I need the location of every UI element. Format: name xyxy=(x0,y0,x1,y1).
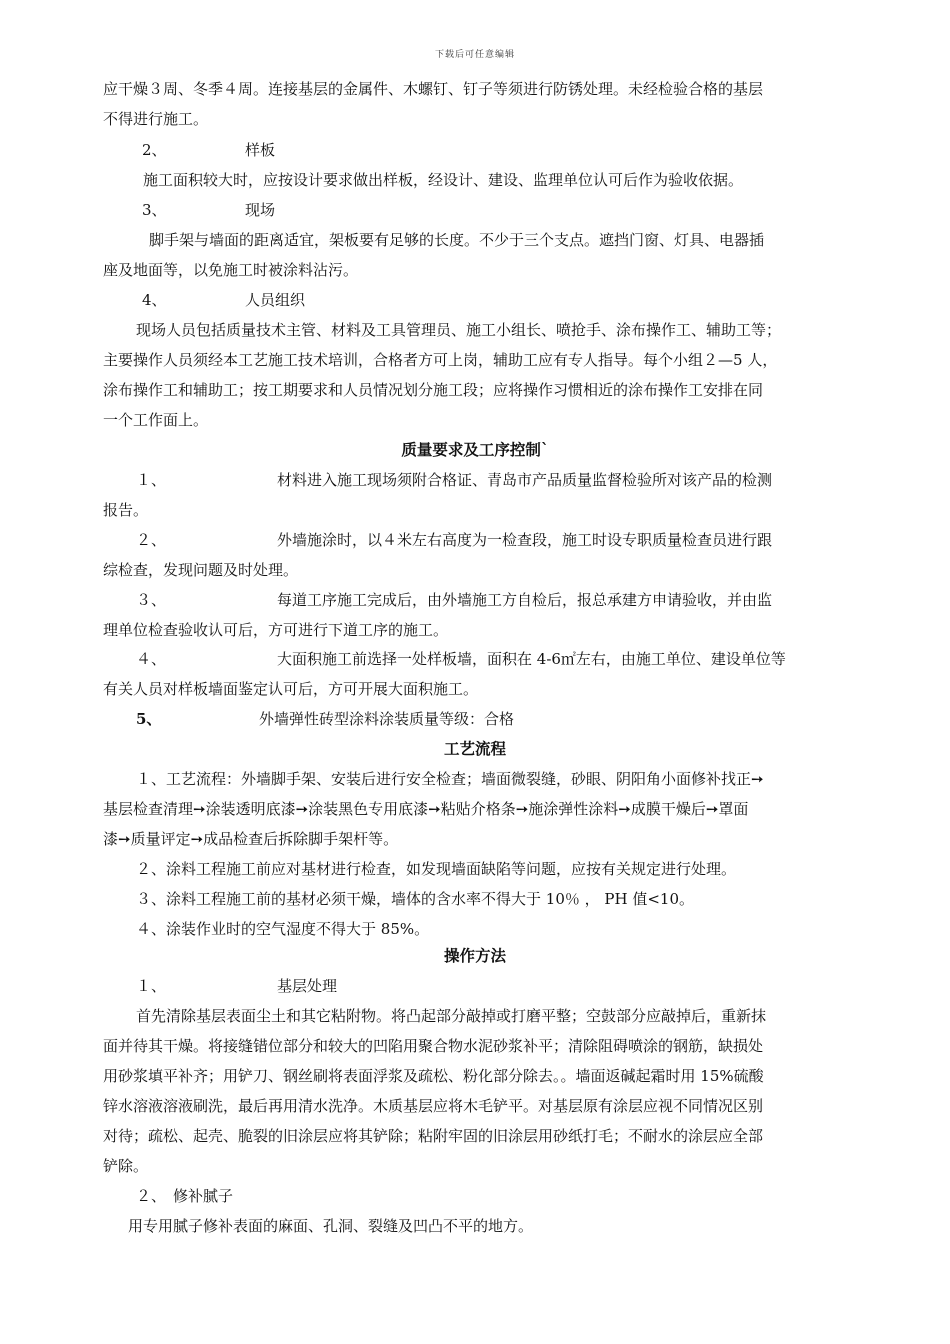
paragraph-line: 综检查，发现问题及时处理。 xyxy=(103,561,299,579)
quality-item-number: 5、 xyxy=(136,710,162,728)
section-title-quality: 质量要求及工序控制` xyxy=(401,440,549,459)
paragraph-line: 漆➙质量评定➙成品检查后拆除脚手架杆等。 xyxy=(103,830,399,848)
paragraph-line: 主要操作人员须经本工艺施工技术培训，合格者方可上岗，辅助工应有专人指导。每个小组２—5 人， xyxy=(103,351,778,369)
paragraph-line: ４、涂装作业时的空气湿度不得大于 85%。 xyxy=(136,920,430,938)
paragraph-line: 用砂浆填平补齐；用铲刀、钢丝刷将表面浮浆及疏松、粉化部分除去。。墙面返碱起霜时用 15%硫酸 xyxy=(103,1067,764,1085)
paragraph-line: 报告。 xyxy=(103,501,149,519)
paragraph-line: 脚手架与墙面的距离适宜，架板要有足够的长度。不少于三个支点。遮挡门窗、灯具、电器插 xyxy=(149,231,765,249)
paragraph-line: 首先清除基层表面尘土和其它粘附物。将凸起部分敲掉或打磨平整；空鼓部分应敲掉后，重新抹 xyxy=(136,1007,767,1025)
prep-item-label: 人员组织 xyxy=(245,291,306,309)
intro-line-2: 不得进行施工。 xyxy=(103,110,209,128)
paragraph-line: 材料进入施工现场须附合格证、青岛市产品质量监督检验所对该产品的检测 xyxy=(277,471,773,489)
paragraph-line: ２、涂料工程施工前应对基材进行检查，如发现墙面缺陷等问题，应按有关规定进行处理。 xyxy=(136,860,737,878)
quality-item-number: ３、 xyxy=(136,591,167,609)
method-item-number: １、 xyxy=(136,977,167,995)
page-header: 下载后可任意编辑 xyxy=(434,50,515,60)
prep-item-label: 现场 xyxy=(245,201,276,219)
paragraph-line: 外墙施涂时，以４米左右高度为一检查段，施工时设专职质量检查员进行跟 xyxy=(277,531,773,549)
method-item-label: 修补腻子 xyxy=(173,1187,234,1205)
prep-item-number: 3、 xyxy=(142,201,167,219)
paragraph-line: 基层检查清理➙涂装透明底漆➙涂装黑色专用底漆➙粘贴介格条➙施涂弹性涂料➙成膜干燥后➙罩面 xyxy=(103,800,749,818)
paragraph-line: 每道工序施工完成后，由外墙施工方自检后，报总承建方申请验收，并由监 xyxy=(277,591,773,609)
prep-item-label: 样板 xyxy=(245,141,276,159)
paragraph-line: 对待；疏松、起壳、脆裂的旧涂层应将其铲除；粘附牢固的旧涂层用砂纸打毛；不耐水的涂层应全部 xyxy=(103,1127,764,1145)
paragraph-line: ３、涂料工程施工前的基材必须干燥，墙体的含水率不得大于 10％ ， PH 值<10。 xyxy=(136,890,694,908)
method-item-label: 基层处理 xyxy=(277,977,338,995)
prep-item-number: 4、 xyxy=(142,291,167,309)
section-title-process: 工艺流程 xyxy=(443,739,506,758)
paragraph-line: 锌水溶液溶液刷洗，最后再用清水洗净。木质基层应将木毛铲平。对基层原有涂层应视不同情况区别 xyxy=(103,1097,764,1115)
paragraph-line: 大面积施工前选择一处样板墙，面积在 4-6㎡左右，由施工单位、建设单位等 xyxy=(277,650,786,668)
paragraph-line: 施工面积较大时，应按设计要求做出样板，经设计、建设、监理单位认可后作为验收依据。 xyxy=(143,171,744,189)
paragraph-line: 面并待其干燥。将接缝错位部分和较大的凹陷用聚合物水泥砂浆补平；清除阻碍喷涂的钢筋，缺损处 xyxy=(103,1037,764,1055)
paragraph-line: 理单位检查验收认可后，方可进行下道工序的施工。 xyxy=(103,621,449,639)
method-item-number: ２、 xyxy=(136,1187,167,1205)
paragraph-line: 铲除。 xyxy=(103,1157,149,1175)
paragraph-line: １、工艺流程：外墙脚手架、安装后进行安全检查；墙面微裂缝，砂眼、阴阳角小面修补找正➙ xyxy=(136,770,764,788)
paragraph-line: 一个工作面上。 xyxy=(103,411,209,429)
paragraph-line: 现场人员包括质量技术主管、材料及工具管理员、施工小组长、喷抢手、涂布操作工、辅助工等； xyxy=(136,321,782,339)
quality-item-number: ２、 xyxy=(136,531,167,549)
prep-item-number: 2、 xyxy=(142,141,167,159)
paragraph-line: 有关人员对样板墙面鉴定认可后，方可开展大面积施工。 xyxy=(103,680,479,698)
paragraph-line: 外墙弹性砖型涂料涂装质量等级：合格 xyxy=(259,710,515,728)
quality-item-number: ４、 xyxy=(136,650,167,668)
paragraph-line: 座及地面等，以免施工时被涂料沾污。 xyxy=(103,261,359,279)
section-title-method: 操作方法 xyxy=(443,946,506,965)
paragraph-line: 涂布操作工和辅助工；按工期要求和人员情况划分施工段；应将操作习惯相近的涂布操作工安排在同 xyxy=(103,381,764,399)
paragraph-line: 用专用腻子修补表面的麻面、孔洞、裂缝及凹凸不平的地方。 xyxy=(128,1217,534,1235)
intro-line-1: 应干燥３周、冬季４周。连接基层的金属件、木螺钉、钉子等须进行防锈处理。未经检验合格的基层 xyxy=(103,80,764,98)
quality-item-number: １、 xyxy=(136,471,167,489)
